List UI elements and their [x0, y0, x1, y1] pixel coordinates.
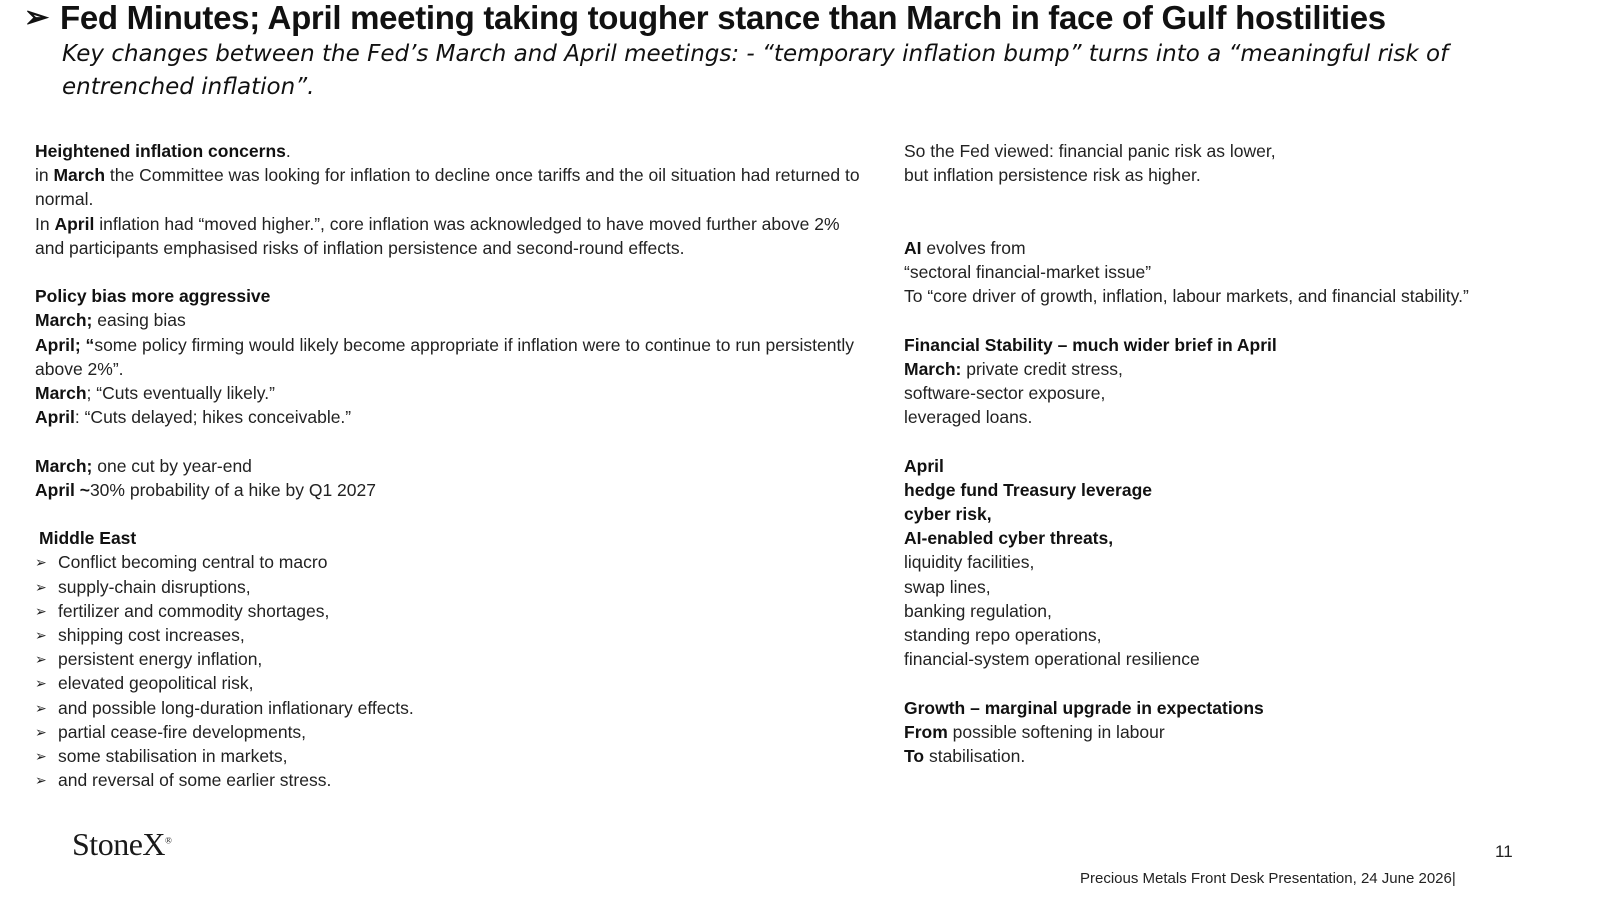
- april-bold-line: hedge fund Treasury leverage: [904, 479, 1153, 500]
- growth-heading: Growth – marginal upgrade in expectations: [904, 697, 1264, 718]
- page-title: Fed Minutes; April meeting taking tougher stance than March in face of Gulf hostilities: [60, 0, 1386, 36]
- bullet-arrow-icon: ➢: [35, 699, 47, 716]
- stability-line: software-sector exposure,: [904, 382, 1106, 403]
- april-bold-line: AI-enabled cyber threats,: [904, 528, 1114, 549]
- middle-east-item: ➢ supply-chain disruptions,: [35, 575, 865, 599]
- title-arrow-icon: ➢: [24, 1, 50, 34]
- ai-line-1: AI evolves from: [904, 237, 1026, 258]
- stonex-logo: StoneX®: [72, 826, 172, 862]
- inflation-march: in March the Committee was looking for inflation to decline once tariffs and the oil situation had returned to normal.: [35, 165, 860, 210]
- stability-heading: Financial Stability – much wider brief in April: [904, 334, 1277, 355]
- policy-april-cuts: April: “Cuts delayed; hikes conceivable.”: [35, 407, 352, 428]
- middle-east-heading: Middle East: [39, 528, 137, 549]
- april-line: liquidity facilities,: [904, 552, 1035, 573]
- summary-line-2: but inflation persistence risk as higher.: [904, 165, 1201, 186]
- ai-line-2: “sectoral financial-market issue”: [904, 261, 1152, 282]
- april-bold-line: April: [904, 455, 944, 476]
- policy-april: April; “some policy firming would likely become appropriate if inflation were to continue to run persistently above 2%”.: [35, 334, 854, 379]
- inflation-heading: Heightened inflation concerns.: [35, 141, 291, 161]
- bullet-arrow-icon: ➢: [35, 675, 47, 692]
- page-number: 11: [1495, 842, 1513, 861]
- middle-east-item: ➢ Conflict becoming central to macro: [35, 550, 865, 574]
- bullet-arrow-icon: ➢: [35, 651, 47, 668]
- middle-east-item: ➢ some stabilisation in markets,: [35, 744, 865, 768]
- stability-march: March: private credit stress,: [904, 358, 1123, 379]
- summary-line-1: So the Fed viewed: financial panic risk as lower,: [904, 141, 1276, 161]
- left-column: [35, 139, 865, 792]
- middle-east-item: ➢ partial cease-fire developments,: [35, 720, 865, 744]
- middle-east-item: ➢ and possible long-duration inflationary effects.: [35, 696, 865, 720]
- april-bold-line: cyber risk,: [904, 503, 992, 524]
- april-line: standing repo operations,: [904, 625, 1102, 645]
- cuts-april: April ~30% probability of a hike by Q1 2027: [35, 479, 376, 500]
- bullet-arrow-icon: ➢: [35, 627, 47, 644]
- april-line: swap lines,: [904, 576, 991, 597]
- ai-line-3: To “core driver of growth, inflation, labour markets, and financial stability.”: [904, 286, 1469, 307]
- middle-east-item: ➢ elevated geopolitical risk,: [35, 671, 865, 695]
- bullet-arrow-icon: ➢: [35, 554, 47, 571]
- growth-from: From possible softening in labour: [904, 721, 1165, 742]
- footer-text: Precious Metals Front Desk Presentation, 24 June 2026|: [1080, 870, 1456, 887]
- bullet-arrow-icon: ➢: [35, 748, 47, 765]
- april-line: financial-system operational resilience: [904, 649, 1200, 670]
- bullet-arrow-icon: ➢: [35, 723, 47, 740]
- inflation-april: In April inflation had “moved higher.”, core inflation was acknowledged to have moved further above 2% and participants emphasised risks of inflation persistence and second-round effects.: [35, 213, 840, 258]
- middle-east-item: ➢ fertilizer and commodity shortages,: [35, 599, 865, 623]
- middle-east-item: ➢ and reversal of some earlier stress.: [35, 768, 865, 792]
- policy-march-cuts: March; “Cuts eventually likely.”: [35, 383, 275, 404]
- policy-heading: Policy bias more aggressive: [35, 286, 271, 307]
- cuts-march: March; one cut by year-end: [35, 455, 252, 476]
- april-line: banking regulation,: [904, 600, 1052, 621]
- policy-march: March; easing bias: [35, 310, 186, 331]
- middle-east-item: ➢ shipping cost increases,: [35, 623, 865, 647]
- stability-line: leveraged loans.: [904, 407, 1033, 428]
- growth-to: To stabilisation.: [904, 746, 1026, 766]
- page-subtitle: Key changes between the Fed’s March and April meetings: - “temporary inflation bump” turns into a “meaningful risk of entrenched inflation”.: [62, 41, 1449, 100]
- bullet-arrow-icon: ➢: [35, 602, 47, 619]
- bullet-arrow-icon: ➢: [35, 772, 47, 789]
- right-column: [904, 139, 1584, 768]
- middle-east-item: ➢ persistent energy inflation,: [35, 647, 865, 671]
- middle-east-list: [35, 550, 865, 792]
- title-row: [24, 0, 1386, 36]
- bullet-arrow-icon: ➢: [35, 578, 47, 595]
